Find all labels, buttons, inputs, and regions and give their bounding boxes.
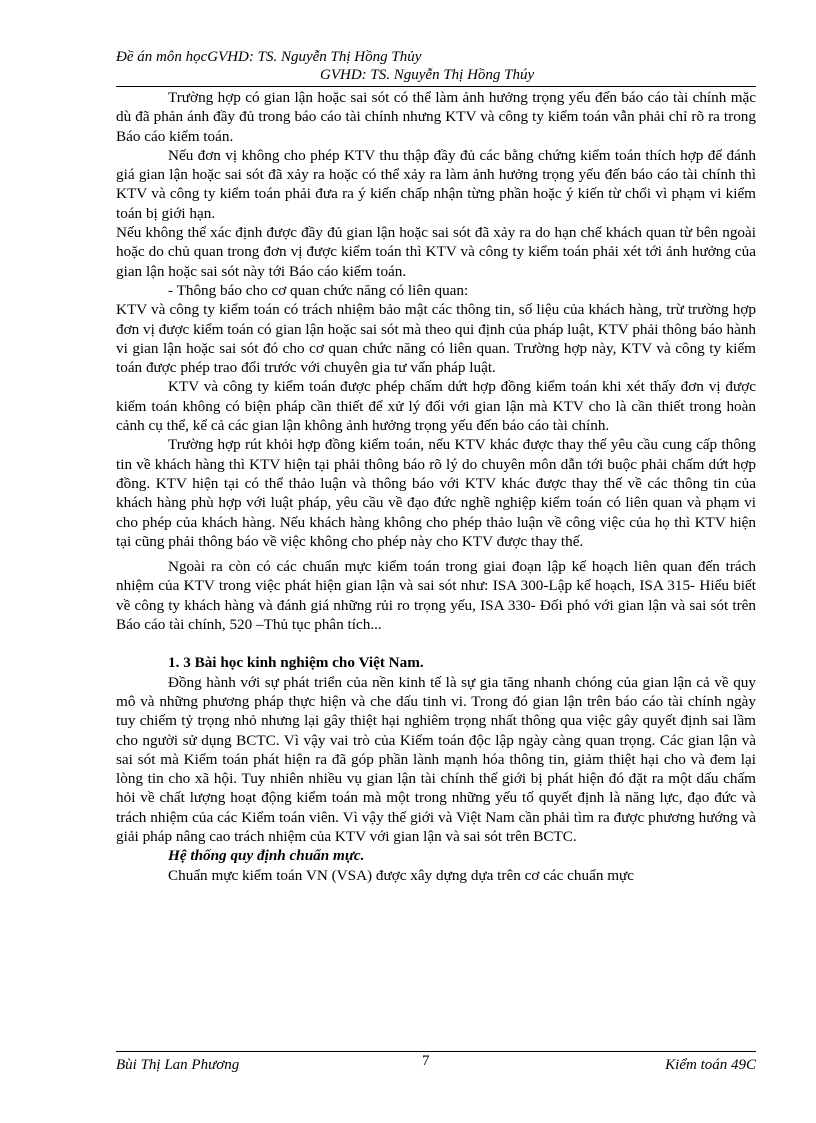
header-title: Đề án môn họcGVHD: TS. Nguyễn Thị Hồng Thủy	[116, 49, 422, 65]
footer-class: Kiểm toán 49C	[665, 1057, 756, 1073]
footer-author: Bùi Thị Lan Phương	[116, 1057, 240, 1073]
header-divider	[116, 86, 756, 87]
last-line: Chuẩn mực kiểm toán VN (VSA) được xây dựng dựa trên cơ các chuẩn mực	[168, 866, 635, 884]
page-number: 7	[422, 1053, 430, 1069]
section-paragraph: Đồng hành với sự phát triển của nền kinh tế là sự gia tăng nhanh chóng của gian lận cả về quy mô và những phương pháp thực hiện và che dấu tinh vi. Trong đó gian lận trên báo cáo tài chính ngày tuy chiếm tỷ trọng nhỏ nhưng lại gây thiệt hại nghiêm trọng nhất thông qua việc gây quyết định sai lầm cho người sử dụng BCTC. Vì vậy vai trò của Kiểm toán độc lập ngày càng quan trọng. Các gian lận và sai sót mà Kiểm toán phát hiện ra đã góp phần lành mạnh hóa thông tin, giảm thiệt hại cho và đem lại lòng tin cho xã hội. Tuy nhiên nhiều vụ gian lận tài chính thế giới bị phát hiện đó đặt ra một dấu chấm hỏi về chất lượng hoạt động kiểm toán mà một trong những yếu tố quyết định là năng lực, đạo đức và trách nhiệm của các Kiểm toán viên. Vì vậy thế giới và Việt Nam cần phải tìm ra được phương hướng và giải pháp nâng cao trách nhiệm của KTV với gian lận và sai sót trên BCTC.	[116, 673, 756, 845]
paragraph-6: KTV và công ty kiểm toán được phép chấm dứt hợp đồng kiểm toán khi xét thấy đơn vị được kiểm toán không có biện pháp cần thiết để xử lý đối với gian lận mà KTV cho là cần thiết trong hoàn cảnh cụ thể, kể cả các gian lận không ảnh hưởng trọng yếu đến báo cáo tài chính.	[116, 378, 756, 435]
paragraph-2: Nếu đơn vị không cho phép KTV thu thập đầy đủ các bằng chứng kiểm toán thích hợp để đánh giá gian lận hoặc sai sót đã xảy ra hoặc có thể xảy ra làm ảnh hưởng trọng yếu đến báo cáo tài chính thì KTV và công ty kiểm toán phải đưa ra ý kiến chấp nhận từng phần hoặc ý kiến từ chối vì phạm vi kiểm toán bị giới hạn.	[116, 146, 756, 222]
section-title: 1. 3 Bài học kinh nghiệm cho Việt Nam.	[168, 654, 424, 672]
paragraph-1: Trường hợp có gian lận hoặc sai sót có thể làm ảnh hưởng trọng yếu đến báo cáo tài chính mặc dù đã phản ánh đầy đủ trong báo cáo tài chính nhưng KTV và công ty kiểm toán vẫn phải chỉ rõ ra trong Báo cáo kiểm toán.	[116, 89, 756, 145]
paragraph-8: Ngoài ra còn có các chuẩn mực kiểm toán trong giai đoạn lập kế hoạch liên quan đến trách nhiệm của KTV trong việc phát hiện gian lận và sai sót như: ISA 300-Lập kế hoạch, ISA 315- Hiểu biết về công ty khách hàng và đánh giá những rủi ro trọng yếu, ISA 330- Đối phó với gian lận và sai sót trên Báo cáo tài chính, 520 –Thủ tục phân tích...	[116, 558, 756, 634]
header-supervisor: GVHD: TS. Nguyễn Thị Hồng Thúy	[320, 67, 535, 83]
paragraph-7: Trường hợp rút khỏi hợp đồng kiểm toán, nếu KTV khác được thay thế yêu cầu cung cấp thông tin về khách hàng thì KTV hiện tại phải thông báo rõ lý do chuyên môn dẫn tới buộc phải chấm dứt hợp đồng. KTV hiện tại có thể thảo luận và thông báo với KTV khác được thay thế về các thông tin của khách hàng phù hợp với luật pháp, yêu cầu về đạo đức nghề nghiệp kiểm toán có liên quan và phạm vi cho phép của khách hàng. Nếu khách hàng không cho phép thảo luận về công việc của họ thì KTV hiện tại cũng phải thông báo về việc không cho phép này cho KTV được thay thế.	[116, 436, 756, 550]
paragraph-3: Nếu không thể xác định được đầy đủ gian lận hoặc sai sót đã xảy ra do hạn chế khách quan từ bên ngoài hoặc do chủ quan trong đơn vị được kiểm toán thì KTV và công ty kiểm toán phải xét tới ảnh hưởng của gian lận hoặc sai sót này tới Báo cáo kiểm toán.	[116, 224, 756, 280]
paragraph-4: - Thông báo cho cơ quan chức năng có liên quan:	[168, 281, 469, 299]
subheading: Hệ thống quy định chuẩn mực.	[168, 847, 365, 865]
paragraph-5: KTV và công ty kiểm toán có trách nhiệm bảo mật các thông tin, số liệu của khách hàng, trừ trường hợp đơn vị được kiểm toán có gian lận hoặc sai sót mà theo qui định của pháp luật, KTV phải thông báo hành vi gian lận hoặc sai sót đó cho cơ quan chức năng có liên quan. Trường hợp này, KTV và công ty kiểm toán được phép trao đổi trước với chuyên gia tư vấn pháp luật.	[116, 301, 756, 377]
footer-divider	[116, 1051, 756, 1052]
document-body	[116, 88, 756, 885]
